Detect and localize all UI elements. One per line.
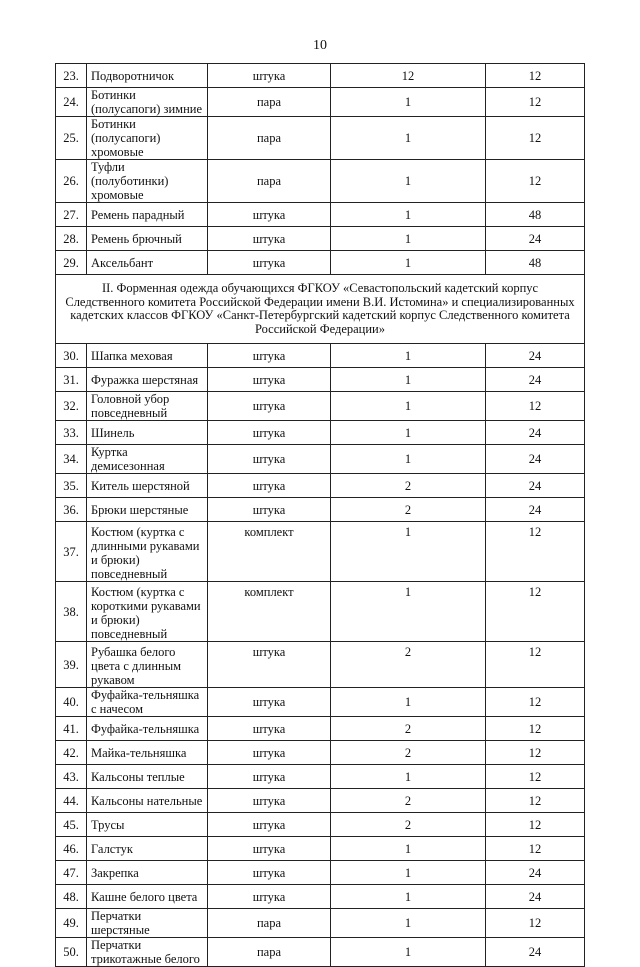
unit-of-measure: штука	[208, 741, 331, 765]
item-name: Китель шерстяной	[87, 474, 208, 498]
unit-of-measure: штука	[208, 344, 331, 368]
wear-term: 12	[486, 88, 585, 117]
quantity: 2	[331, 741, 486, 765]
quantity: 1	[331, 938, 486, 967]
unit-of-measure: пара	[208, 88, 331, 117]
table-row	[56, 522, 585, 582]
row-number: 46.	[56, 837, 87, 861]
table-row	[56, 251, 585, 275]
row-number: 49.	[56, 909, 87, 938]
item-name: Ремень парадный	[87, 203, 208, 227]
wear-term: 12	[486, 688, 585, 717]
quantity: 1	[331, 368, 486, 392]
quantity: 1	[331, 522, 486, 582]
row-number: 36.	[56, 498, 87, 522]
table-row	[56, 837, 585, 861]
quantity: 1	[331, 688, 486, 717]
wear-term: 12	[486, 117, 585, 160]
row-number: 44.	[56, 789, 87, 813]
row-number: 29.	[56, 251, 87, 275]
unit-of-measure: штука	[208, 837, 331, 861]
table-row	[56, 160, 585, 203]
table-row	[56, 474, 585, 498]
table-row	[56, 717, 585, 741]
unit-of-measure: пара	[208, 938, 331, 967]
table-row	[56, 117, 585, 160]
wear-term: 12	[486, 741, 585, 765]
unit-of-measure: штука	[208, 474, 331, 498]
wear-term: 24	[486, 227, 585, 251]
unit-of-measure: штука	[208, 64, 331, 88]
row-number: 45.	[56, 813, 87, 837]
unit-of-measure: штука	[208, 251, 331, 275]
unit-of-measure: штука	[208, 392, 331, 421]
item-name: Аксельбант	[87, 251, 208, 275]
row-number: 31.	[56, 368, 87, 392]
item-name: Закрепка	[87, 861, 208, 885]
wear-term: 12	[486, 765, 585, 789]
unit-of-measure: штука	[208, 717, 331, 741]
table-row	[56, 741, 585, 765]
quantity: 1	[331, 837, 486, 861]
table-body	[56, 64, 585, 967]
wear-term: 24	[486, 368, 585, 392]
quantity: 2	[331, 717, 486, 741]
row-number: 23.	[56, 64, 87, 88]
quantity: 1	[331, 88, 486, 117]
wear-term: 12	[486, 717, 585, 741]
table-row	[56, 642, 585, 688]
row-number: 48.	[56, 885, 87, 909]
table-row	[56, 861, 585, 885]
unit-of-measure: штука	[208, 227, 331, 251]
row-number: 42.	[56, 741, 87, 765]
unit-of-measure: штука	[208, 813, 331, 837]
item-name: Перчатки шерстяные	[87, 909, 208, 938]
wear-term: 12	[486, 582, 585, 642]
unit-of-measure: штука	[208, 688, 331, 717]
wear-term: 12	[486, 789, 585, 813]
table-row	[56, 498, 585, 522]
table-row	[56, 203, 585, 227]
quantity: 1	[331, 251, 486, 275]
wear-term: 48	[486, 251, 585, 275]
unit-of-measure: штука	[208, 445, 331, 474]
row-number: 27.	[56, 203, 87, 227]
wear-term: 12	[486, 837, 585, 861]
row-number: 38.	[56, 582, 87, 642]
table-row	[56, 582, 585, 642]
quantity: 1	[331, 344, 486, 368]
row-number: 40.	[56, 688, 87, 717]
wear-term: 12	[486, 64, 585, 88]
quantity: 1	[331, 227, 486, 251]
item-name: Костюм (куртка с короткими рукавами и брюки) повседневный	[87, 582, 208, 642]
unit-of-measure: штука	[208, 789, 331, 813]
wear-term: 24	[486, 498, 585, 522]
table-row	[56, 445, 585, 474]
item-name: Майка-тельняшка	[87, 741, 208, 765]
row-number: 47.	[56, 861, 87, 885]
item-name: Ботинки (полусапоги) зимние	[87, 88, 208, 117]
quantity: 2	[331, 642, 486, 688]
table-row	[56, 765, 585, 789]
unit-of-measure: пара	[208, 909, 331, 938]
unit-of-measure: штука	[208, 368, 331, 392]
item-name: Ботинки (полусапоги) хромовые	[87, 117, 208, 160]
row-number: 33.	[56, 421, 87, 445]
table-row	[56, 789, 585, 813]
item-name: Костюм (куртка с длинными рукавами и брюки) повседневный	[87, 522, 208, 582]
row-number: 26.	[56, 160, 87, 203]
row-number: 43.	[56, 765, 87, 789]
table-row	[56, 344, 585, 368]
unit-of-measure: штука	[208, 642, 331, 688]
row-number: 41.	[56, 717, 87, 741]
row-number: 35.	[56, 474, 87, 498]
item-name: Шинель	[87, 421, 208, 445]
wear-term: 12	[486, 160, 585, 203]
unit-of-measure: пара	[208, 160, 331, 203]
page-number: 10	[313, 38, 327, 53]
unit-of-measure: комплект	[208, 522, 331, 582]
item-name: Ремень брючный	[87, 227, 208, 251]
quantity: 1	[331, 392, 486, 421]
quantity: 1	[331, 861, 486, 885]
wear-term: 12	[486, 909, 585, 938]
quantity: 1	[331, 421, 486, 445]
row-number: 24.	[56, 88, 87, 117]
table-row	[56, 421, 585, 445]
row-number: 50.	[56, 938, 87, 967]
wear-term: 24	[486, 445, 585, 474]
unit-of-measure: штука	[208, 861, 331, 885]
item-name: Трусы	[87, 813, 208, 837]
wear-term: 12	[486, 642, 585, 688]
unit-of-measure: пара	[208, 117, 331, 160]
row-number: 32.	[56, 392, 87, 421]
wear-term: 48	[486, 203, 585, 227]
item-name: Шапка меховая	[87, 344, 208, 368]
table-row	[56, 392, 585, 421]
quantity: 2	[331, 498, 486, 522]
section-title: II. Форменная одежда обучающихся ФГКОУ «Севастопольский кадетский корпус Следственного комитета Российской Федерации имени В.И. Истомина» и специализированных кадетских классов ФГКОУ «Санкт-Петербургский кадетский корпус Следственного комитета Российской Федерации»	[56, 275, 585, 344]
row-number: 28.	[56, 227, 87, 251]
unit-of-measure: штука	[208, 765, 331, 789]
wear-term: 24	[486, 938, 585, 967]
row-number: 37.	[56, 522, 87, 582]
supply-table	[55, 63, 585, 967]
table-row	[56, 64, 585, 88]
quantity: 1	[331, 765, 486, 789]
wear-term: 12	[486, 813, 585, 837]
table-row	[56, 688, 585, 717]
row-number: 34.	[56, 445, 87, 474]
wear-term: 24	[486, 861, 585, 885]
item-name: Кальсоны нательные	[87, 789, 208, 813]
section-header-row	[56, 275, 585, 344]
quantity: 1	[331, 885, 486, 909]
unit-of-measure: штука	[208, 421, 331, 445]
quantity: 2	[331, 813, 486, 837]
item-name: Кашне белого цвета	[87, 885, 208, 909]
unit-of-measure: штука	[208, 498, 331, 522]
quantity: 12	[331, 64, 486, 88]
wear-term: 24	[486, 885, 585, 909]
table-row	[56, 368, 585, 392]
row-number: 25.	[56, 117, 87, 160]
item-name: Туфли (полуботинки) хромовые	[87, 160, 208, 203]
table-row	[56, 813, 585, 837]
item-name: Брюки шерстяные	[87, 498, 208, 522]
item-name: Кальсоны теплые	[87, 765, 208, 789]
quantity: 1	[331, 203, 486, 227]
table-row	[56, 938, 585, 967]
item-name: Куртка демисезонная	[87, 445, 208, 474]
table-row	[56, 909, 585, 938]
item-name: Фуфайка-тельняшка	[87, 717, 208, 741]
table-row	[56, 88, 585, 117]
row-number: 30.	[56, 344, 87, 368]
wear-term: 12	[486, 392, 585, 421]
row-number: 39.	[56, 642, 87, 688]
unit-of-measure: комплект	[208, 582, 331, 642]
quantity: 1	[331, 445, 486, 474]
quantity: 1	[331, 909, 486, 938]
table-row	[56, 227, 585, 251]
quantity: 1	[331, 117, 486, 160]
quantity: 2	[331, 474, 486, 498]
wear-term: 12	[486, 522, 585, 582]
wear-term: 24	[486, 421, 585, 445]
wear-term: 24	[486, 344, 585, 368]
unit-of-measure: штука	[208, 885, 331, 909]
item-name: Перчатки трикотажные белого	[87, 938, 208, 967]
item-name: Подворотничок	[87, 64, 208, 88]
item-name: Галстук	[87, 837, 208, 861]
quantity: 2	[331, 789, 486, 813]
quantity: 1	[331, 160, 486, 203]
unit-of-measure: штука	[208, 203, 331, 227]
item-name: Фуражка шерстяная	[87, 368, 208, 392]
wear-term: 24	[486, 474, 585, 498]
item-name: Головной убор повседневный	[87, 392, 208, 421]
item-name: Рубашка белого цвета с длинным рукавом	[87, 642, 208, 688]
item-name: Фуфайка-тельняшка с начесом	[87, 688, 208, 717]
quantity: 1	[331, 582, 486, 642]
